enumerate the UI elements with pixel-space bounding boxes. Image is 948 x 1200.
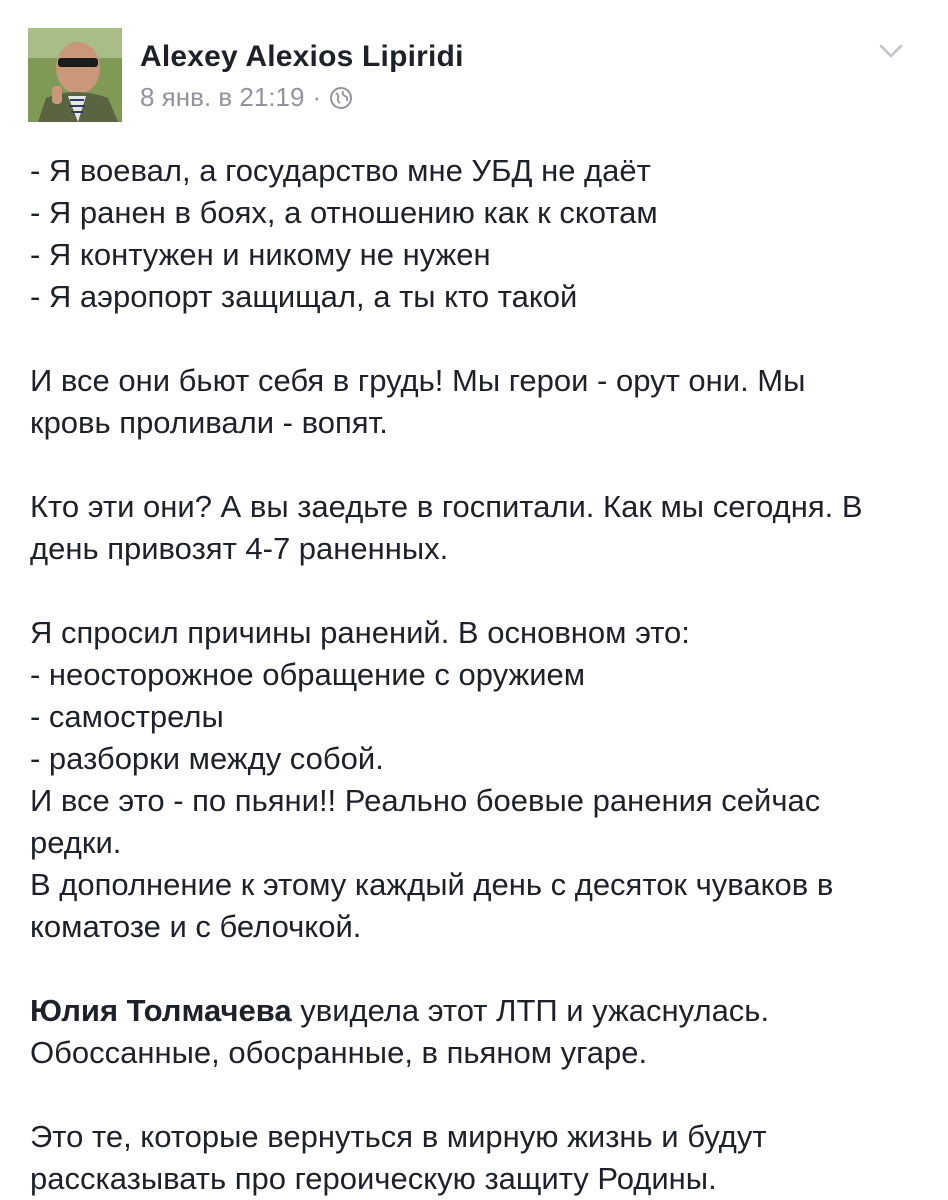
globe-icon[interactable] bbox=[329, 86, 353, 110]
post-text-line: Кто эти они? А вы заедьте в госпитали. Как мы сегодня. В bbox=[30, 489, 863, 524]
post-text-line: - неосторожное обращение с оружием bbox=[30, 657, 586, 692]
paragraph-gap bbox=[30, 570, 920, 612]
chevron-down-icon[interactable] bbox=[874, 34, 908, 68]
author-name[interactable]: Alexey Alexios Lipiridi bbox=[140, 40, 464, 73]
post-text-line: Это те, которые вернуться в мирную жизнь и будут bbox=[30, 1119, 767, 1154]
mention-text: увидела этот ЛТП и ужаснулась. bbox=[291, 993, 770, 1028]
mention-link[interactable]: Юлия Толмачева bbox=[30, 993, 292, 1028]
post-timestamp[interactable]: 8 янв. в 21:19 bbox=[140, 82, 305, 112]
paragraph-gap bbox=[30, 948, 920, 990]
post-text-line: - Я ранен в боях, а отношению как к скотам bbox=[30, 195, 658, 230]
post-text-line: Я спросил причины ранений. В основном это: bbox=[30, 615, 690, 650]
post-text-line-mention bbox=[30, 990, 920, 1032]
meta-separator: · bbox=[312, 82, 322, 112]
post-text-line: - разборки между собой. bbox=[30, 741, 384, 776]
post-text-line: Обоссанные, обосранные, в пьяном угаре. bbox=[30, 1035, 648, 1070]
post-text-line: - самострелы bbox=[30, 699, 224, 734]
post-text-line: И все это - по пьяни!! Реально боевые ранения сейчас bbox=[30, 783, 821, 818]
post-text-line: - Я аэропорт защищал, а ты кто такой bbox=[30, 279, 578, 314]
avatar[interactable] bbox=[28, 28, 122, 122]
post-text-line: день привозят 4-7 раненных. bbox=[30, 531, 449, 566]
post-text-line: кровь проливали - вопят. bbox=[30, 405, 388, 440]
post-meta bbox=[140, 82, 353, 113]
post-text-line: рассказывать про героическую защиту Родины. bbox=[30, 1161, 717, 1196]
paragraph-gap bbox=[30, 1074, 920, 1116]
post-text-line: - Я воевал, а государство мне УБД не даёт bbox=[30, 153, 651, 188]
paragraph-gap bbox=[30, 444, 920, 486]
post-text-line: - Я контужен и никому не нужен bbox=[30, 237, 491, 272]
post-text-line: редки. bbox=[30, 825, 122, 860]
paragraph-gap bbox=[30, 318, 920, 360]
post-header bbox=[28, 28, 908, 124]
post-text-line: И все они бьют себя в грудь! Мы герои - орут они. Мы bbox=[30, 363, 806, 398]
post-text-line: В дополнение к этому каждый день с десяток чуваков в bbox=[30, 867, 834, 902]
post-body bbox=[30, 150, 920, 1200]
post-text-line: коматозе и с белочкой. bbox=[30, 909, 362, 944]
